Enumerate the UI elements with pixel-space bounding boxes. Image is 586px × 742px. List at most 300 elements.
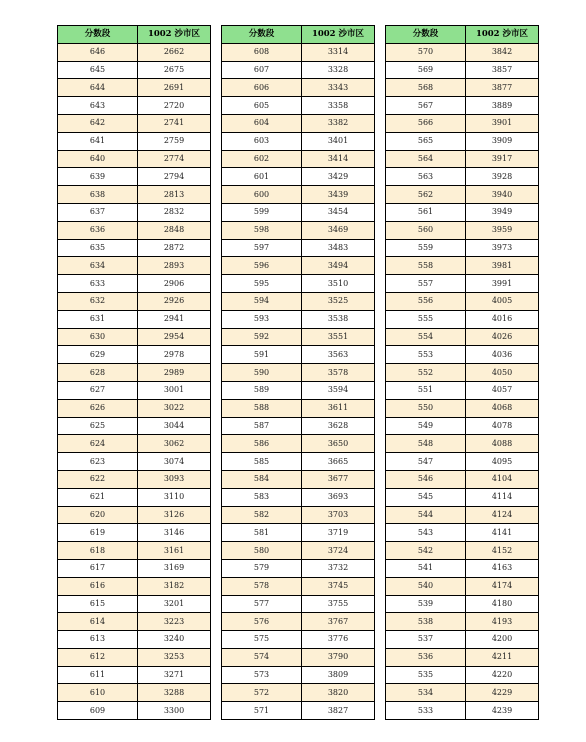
count-cell: 3909 xyxy=(466,132,539,150)
table-header-row xyxy=(386,26,539,44)
score-cell: 572 xyxy=(222,684,302,702)
count-cell: 3563 xyxy=(302,346,375,364)
score-cell: 606 xyxy=(222,79,302,97)
score-cell: 584 xyxy=(222,470,302,488)
score-cell: 560 xyxy=(386,221,466,239)
score-cell: 595 xyxy=(222,275,302,293)
table-row xyxy=(386,97,539,115)
count-cell: 3126 xyxy=(138,506,211,524)
score-cell: 580 xyxy=(222,542,302,560)
count-cell: 3169 xyxy=(138,559,211,577)
score-cell: 627 xyxy=(58,381,138,399)
count-cell: 2691 xyxy=(138,79,211,97)
count-cell: 3991 xyxy=(466,275,539,293)
score-cell: 540 xyxy=(386,577,466,595)
table-row xyxy=(222,221,375,239)
score-column-header: 分数段 xyxy=(386,26,466,44)
table-row xyxy=(386,346,539,364)
table-row xyxy=(386,328,539,346)
table-row xyxy=(58,577,211,595)
table-row xyxy=(222,631,375,649)
count-cell: 4163 xyxy=(466,559,539,577)
count-cell: 2926 xyxy=(138,292,211,310)
score-cell: 585 xyxy=(222,453,302,471)
score-cell: 589 xyxy=(222,381,302,399)
score-cell: 607 xyxy=(222,61,302,79)
table-row xyxy=(386,239,539,257)
count-cell: 3429 xyxy=(302,168,375,186)
table-row xyxy=(386,417,539,435)
table-row xyxy=(386,310,539,328)
score-table-3 xyxy=(385,25,539,720)
score-cell: 538 xyxy=(386,613,466,631)
table-row xyxy=(386,702,539,720)
count-cell: 4095 xyxy=(466,453,539,471)
score-cell: 602 xyxy=(222,150,302,168)
count-cell: 3611 xyxy=(302,399,375,417)
count-cell: 3889 xyxy=(466,97,539,115)
table-row xyxy=(386,648,539,666)
count-cell: 3578 xyxy=(302,364,375,382)
table-row xyxy=(58,364,211,382)
score-cell: 569 xyxy=(386,61,466,79)
score-cell: 636 xyxy=(58,221,138,239)
score-cell: 539 xyxy=(386,595,466,613)
table-row xyxy=(222,595,375,613)
count-cell: 3776 xyxy=(302,631,375,649)
count-cell: 4050 xyxy=(466,364,539,382)
count-cell: 4078 xyxy=(466,417,539,435)
count-cell: 3161 xyxy=(138,542,211,560)
table-row xyxy=(222,470,375,488)
table-row xyxy=(386,559,539,577)
count-cell: 3959 xyxy=(466,221,539,239)
table-row xyxy=(58,435,211,453)
score-cell: 608 xyxy=(222,43,302,61)
count-cell: 3790 xyxy=(302,648,375,666)
table-row xyxy=(58,470,211,488)
table-row xyxy=(58,648,211,666)
score-column-header: 分数段 xyxy=(58,26,138,44)
table-row xyxy=(58,328,211,346)
district-column-header: 1002 沙市区 xyxy=(138,26,211,44)
score-cell: 634 xyxy=(58,257,138,275)
count-cell: 3382 xyxy=(302,114,375,132)
count-cell: 4141 xyxy=(466,524,539,542)
count-cell: 4026 xyxy=(466,328,539,346)
table-row xyxy=(386,488,539,506)
count-cell: 3551 xyxy=(302,328,375,346)
table-row xyxy=(386,435,539,453)
table-row xyxy=(58,275,211,293)
table-row xyxy=(386,613,539,631)
score-cell: 587 xyxy=(222,417,302,435)
table-row xyxy=(58,150,211,168)
score-cell: 583 xyxy=(222,488,302,506)
score-cell: 637 xyxy=(58,203,138,221)
score-cell: 641 xyxy=(58,132,138,150)
table-row xyxy=(386,221,539,239)
count-cell: 4114 xyxy=(466,488,539,506)
score-cell: 552 xyxy=(386,364,466,382)
score-cell: 631 xyxy=(58,310,138,328)
table-row xyxy=(58,595,211,613)
count-cell: 4005 xyxy=(466,292,539,310)
count-cell: 4211 xyxy=(466,648,539,666)
count-cell: 2954 xyxy=(138,328,211,346)
count-cell: 3665 xyxy=(302,453,375,471)
score-cell: 645 xyxy=(58,61,138,79)
count-cell: 3525 xyxy=(302,292,375,310)
score-cell: 567 xyxy=(386,97,466,115)
score-cell: 579 xyxy=(222,559,302,577)
table-row xyxy=(386,684,539,702)
score-table-1 xyxy=(57,25,211,720)
score-cell: 556 xyxy=(386,292,466,310)
count-cell: 3469 xyxy=(302,221,375,239)
table-row xyxy=(386,61,539,79)
count-cell: 2759 xyxy=(138,132,211,150)
score-cell: 629 xyxy=(58,346,138,364)
count-cell: 3594 xyxy=(302,381,375,399)
score-cell: 598 xyxy=(222,221,302,239)
table-row xyxy=(58,310,211,328)
table-row xyxy=(222,364,375,382)
count-cell: 3044 xyxy=(138,417,211,435)
count-cell: 3182 xyxy=(138,577,211,595)
score-cell: 553 xyxy=(386,346,466,364)
table-row xyxy=(386,114,539,132)
score-cell: 618 xyxy=(58,542,138,560)
score-cell: 570 xyxy=(386,43,466,61)
score-cell: 566 xyxy=(386,114,466,132)
count-cell: 3949 xyxy=(466,203,539,221)
score-cell: 582 xyxy=(222,506,302,524)
score-cell: 591 xyxy=(222,346,302,364)
score-cell: 633 xyxy=(58,275,138,293)
table-row xyxy=(386,292,539,310)
table-row xyxy=(58,43,211,61)
table-row xyxy=(222,684,375,702)
score-cell: 626 xyxy=(58,399,138,417)
score-cell: 617 xyxy=(58,559,138,577)
count-cell: 3755 xyxy=(302,595,375,613)
table-row xyxy=(386,453,539,471)
table-row xyxy=(58,702,211,720)
table-row xyxy=(222,399,375,417)
count-cell: 2832 xyxy=(138,203,211,221)
score-cell: 548 xyxy=(386,435,466,453)
score-table-2 xyxy=(221,25,375,720)
score-cell: 533 xyxy=(386,702,466,720)
count-cell: 3483 xyxy=(302,239,375,257)
count-cell: 3628 xyxy=(302,417,375,435)
table-row xyxy=(58,186,211,204)
count-cell: 3745 xyxy=(302,577,375,595)
table-row xyxy=(222,97,375,115)
score-cell: 620 xyxy=(58,506,138,524)
table-row xyxy=(222,613,375,631)
table-row xyxy=(58,613,211,631)
score-cell: 542 xyxy=(386,542,466,560)
count-cell: 4057 xyxy=(466,381,539,399)
score-cell: 545 xyxy=(386,488,466,506)
count-cell: 3288 xyxy=(138,684,211,702)
score-cell: 550 xyxy=(386,399,466,417)
score-cell: 565 xyxy=(386,132,466,150)
count-cell: 3414 xyxy=(302,150,375,168)
score-cell: 537 xyxy=(386,631,466,649)
count-cell: 3110 xyxy=(138,488,211,506)
score-cell: 600 xyxy=(222,186,302,204)
count-cell: 2774 xyxy=(138,150,211,168)
count-cell: 3820 xyxy=(302,684,375,702)
score-cell: 610 xyxy=(58,684,138,702)
table-row xyxy=(222,79,375,97)
count-cell: 3677 xyxy=(302,470,375,488)
table-row xyxy=(386,542,539,560)
score-cell: 644 xyxy=(58,79,138,97)
score-cell: 615 xyxy=(58,595,138,613)
count-cell: 3827 xyxy=(302,702,375,720)
score-cell: 594 xyxy=(222,292,302,310)
table-row xyxy=(58,399,211,417)
table-row xyxy=(58,559,211,577)
score-cell: 599 xyxy=(222,203,302,221)
count-cell: 3732 xyxy=(302,559,375,577)
score-cell: 555 xyxy=(386,310,466,328)
table-row xyxy=(58,239,211,257)
score-cell: 547 xyxy=(386,453,466,471)
table-row xyxy=(222,648,375,666)
count-cell: 3253 xyxy=(138,648,211,666)
table-row xyxy=(386,381,539,399)
score-cell: 619 xyxy=(58,524,138,542)
score-cell: 549 xyxy=(386,417,466,435)
count-cell: 2720 xyxy=(138,97,211,115)
score-cell: 603 xyxy=(222,132,302,150)
table-row xyxy=(386,257,539,275)
table-row xyxy=(222,292,375,310)
table-row xyxy=(386,399,539,417)
table-row xyxy=(58,524,211,542)
count-cell: 4200 xyxy=(466,631,539,649)
count-cell: 3454 xyxy=(302,203,375,221)
score-cell: 630 xyxy=(58,328,138,346)
score-cell: 557 xyxy=(386,275,466,293)
score-cell: 623 xyxy=(58,453,138,471)
score-cell: 622 xyxy=(58,470,138,488)
count-cell: 3074 xyxy=(138,453,211,471)
score-cell: 551 xyxy=(386,381,466,399)
table-row xyxy=(58,203,211,221)
score-cell: 614 xyxy=(58,613,138,631)
score-cell: 616 xyxy=(58,577,138,595)
count-cell: 2941 xyxy=(138,310,211,328)
table-row xyxy=(58,257,211,275)
count-cell: 2978 xyxy=(138,346,211,364)
count-cell: 3201 xyxy=(138,595,211,613)
table-row xyxy=(58,97,211,115)
count-cell: 2662 xyxy=(138,43,211,61)
score-cell: 646 xyxy=(58,43,138,61)
count-cell: 2794 xyxy=(138,168,211,186)
count-cell: 4193 xyxy=(466,613,539,631)
score-cell: 546 xyxy=(386,470,466,488)
table-row xyxy=(222,168,375,186)
count-cell: 4088 xyxy=(466,435,539,453)
score-cell: 628 xyxy=(58,364,138,382)
count-cell: 3271 xyxy=(138,666,211,684)
score-cell: 561 xyxy=(386,203,466,221)
table-row xyxy=(386,577,539,595)
table-row xyxy=(386,595,539,613)
table-row xyxy=(222,559,375,577)
count-cell: 3703 xyxy=(302,506,375,524)
score-cell: 577 xyxy=(222,595,302,613)
count-cell: 3719 xyxy=(302,524,375,542)
score-cell: 568 xyxy=(386,79,466,97)
score-cell: 590 xyxy=(222,364,302,382)
table-row xyxy=(222,488,375,506)
score-cell: 624 xyxy=(58,435,138,453)
table-header-row xyxy=(58,26,211,44)
count-cell: 4229 xyxy=(466,684,539,702)
count-cell: 4124 xyxy=(466,506,539,524)
score-cell: 564 xyxy=(386,150,466,168)
count-cell: 3022 xyxy=(138,399,211,417)
table-row xyxy=(58,168,211,186)
table-row xyxy=(58,61,211,79)
count-cell: 3917 xyxy=(466,150,539,168)
table-row xyxy=(222,203,375,221)
score-cell: 578 xyxy=(222,577,302,595)
count-cell: 3062 xyxy=(138,435,211,453)
table-row xyxy=(58,292,211,310)
table-row xyxy=(222,542,375,560)
table-row xyxy=(222,43,375,61)
count-cell: 3223 xyxy=(138,613,211,631)
score-cell: 643 xyxy=(58,97,138,115)
score-cell: 635 xyxy=(58,239,138,257)
score-cell: 642 xyxy=(58,114,138,132)
count-cell: 3767 xyxy=(302,613,375,631)
score-cell: 596 xyxy=(222,257,302,275)
count-cell: 2675 xyxy=(138,61,211,79)
table-row xyxy=(222,417,375,435)
score-cell: 574 xyxy=(222,648,302,666)
table-header-row xyxy=(222,26,375,44)
table-row xyxy=(222,577,375,595)
table-row xyxy=(386,132,539,150)
score-cell: 534 xyxy=(386,684,466,702)
score-cell: 575 xyxy=(222,631,302,649)
table-row xyxy=(222,524,375,542)
count-cell: 4174 xyxy=(466,577,539,595)
score-cell: 605 xyxy=(222,97,302,115)
table-row xyxy=(58,666,211,684)
count-cell: 3240 xyxy=(138,631,211,649)
score-cell: 586 xyxy=(222,435,302,453)
score-cell: 581 xyxy=(222,524,302,542)
score-cell: 632 xyxy=(58,292,138,310)
table-row xyxy=(386,275,539,293)
count-cell: 3401 xyxy=(302,132,375,150)
table-row xyxy=(222,435,375,453)
score-cell: 601 xyxy=(222,168,302,186)
count-cell: 2813 xyxy=(138,186,211,204)
score-cell: 558 xyxy=(386,257,466,275)
score-cell: 544 xyxy=(386,506,466,524)
count-cell: 3928 xyxy=(466,168,539,186)
count-cell: 3146 xyxy=(138,524,211,542)
score-cell: 562 xyxy=(386,186,466,204)
table-row xyxy=(222,666,375,684)
score-cell: 543 xyxy=(386,524,466,542)
score-cell: 576 xyxy=(222,613,302,631)
table-row xyxy=(222,114,375,132)
table-row xyxy=(58,542,211,560)
score-cell: 573 xyxy=(222,666,302,684)
table-row xyxy=(222,275,375,293)
table-row xyxy=(386,631,539,649)
count-cell: 3439 xyxy=(302,186,375,204)
table-row xyxy=(58,488,211,506)
count-cell: 3343 xyxy=(302,79,375,97)
table-row xyxy=(58,417,211,435)
table-row xyxy=(222,328,375,346)
table-row xyxy=(386,203,539,221)
table-row xyxy=(386,364,539,382)
count-cell: 2893 xyxy=(138,257,211,275)
score-cell: 592 xyxy=(222,328,302,346)
score-cell: 559 xyxy=(386,239,466,257)
score-cell: 639 xyxy=(58,168,138,186)
table-row xyxy=(222,506,375,524)
count-cell: 2872 xyxy=(138,239,211,257)
count-cell: 3494 xyxy=(302,257,375,275)
count-cell: 3973 xyxy=(466,239,539,257)
count-cell: 4104 xyxy=(466,470,539,488)
score-cell: 541 xyxy=(386,559,466,577)
score-cell: 613 xyxy=(58,631,138,649)
score-cell: 563 xyxy=(386,168,466,186)
count-cell: 3314 xyxy=(302,43,375,61)
count-cell: 3877 xyxy=(466,79,539,97)
table-row xyxy=(222,381,375,399)
table-row xyxy=(386,666,539,684)
table-row xyxy=(222,61,375,79)
table-row xyxy=(58,506,211,524)
score-cell: 536 xyxy=(386,648,466,666)
count-cell: 4068 xyxy=(466,399,539,417)
count-cell: 3538 xyxy=(302,310,375,328)
table-row xyxy=(58,346,211,364)
score-cell: 612 xyxy=(58,648,138,666)
count-cell: 2906 xyxy=(138,275,211,293)
table-row xyxy=(58,684,211,702)
count-cell: 3510 xyxy=(302,275,375,293)
count-cell: 3300 xyxy=(138,702,211,720)
count-cell: 3358 xyxy=(302,97,375,115)
count-cell: 3724 xyxy=(302,542,375,560)
count-cell: 4220 xyxy=(466,666,539,684)
table-row xyxy=(386,168,539,186)
score-cell: 588 xyxy=(222,399,302,417)
table-row xyxy=(58,221,211,239)
table-row xyxy=(386,186,539,204)
count-cell: 4036 xyxy=(466,346,539,364)
